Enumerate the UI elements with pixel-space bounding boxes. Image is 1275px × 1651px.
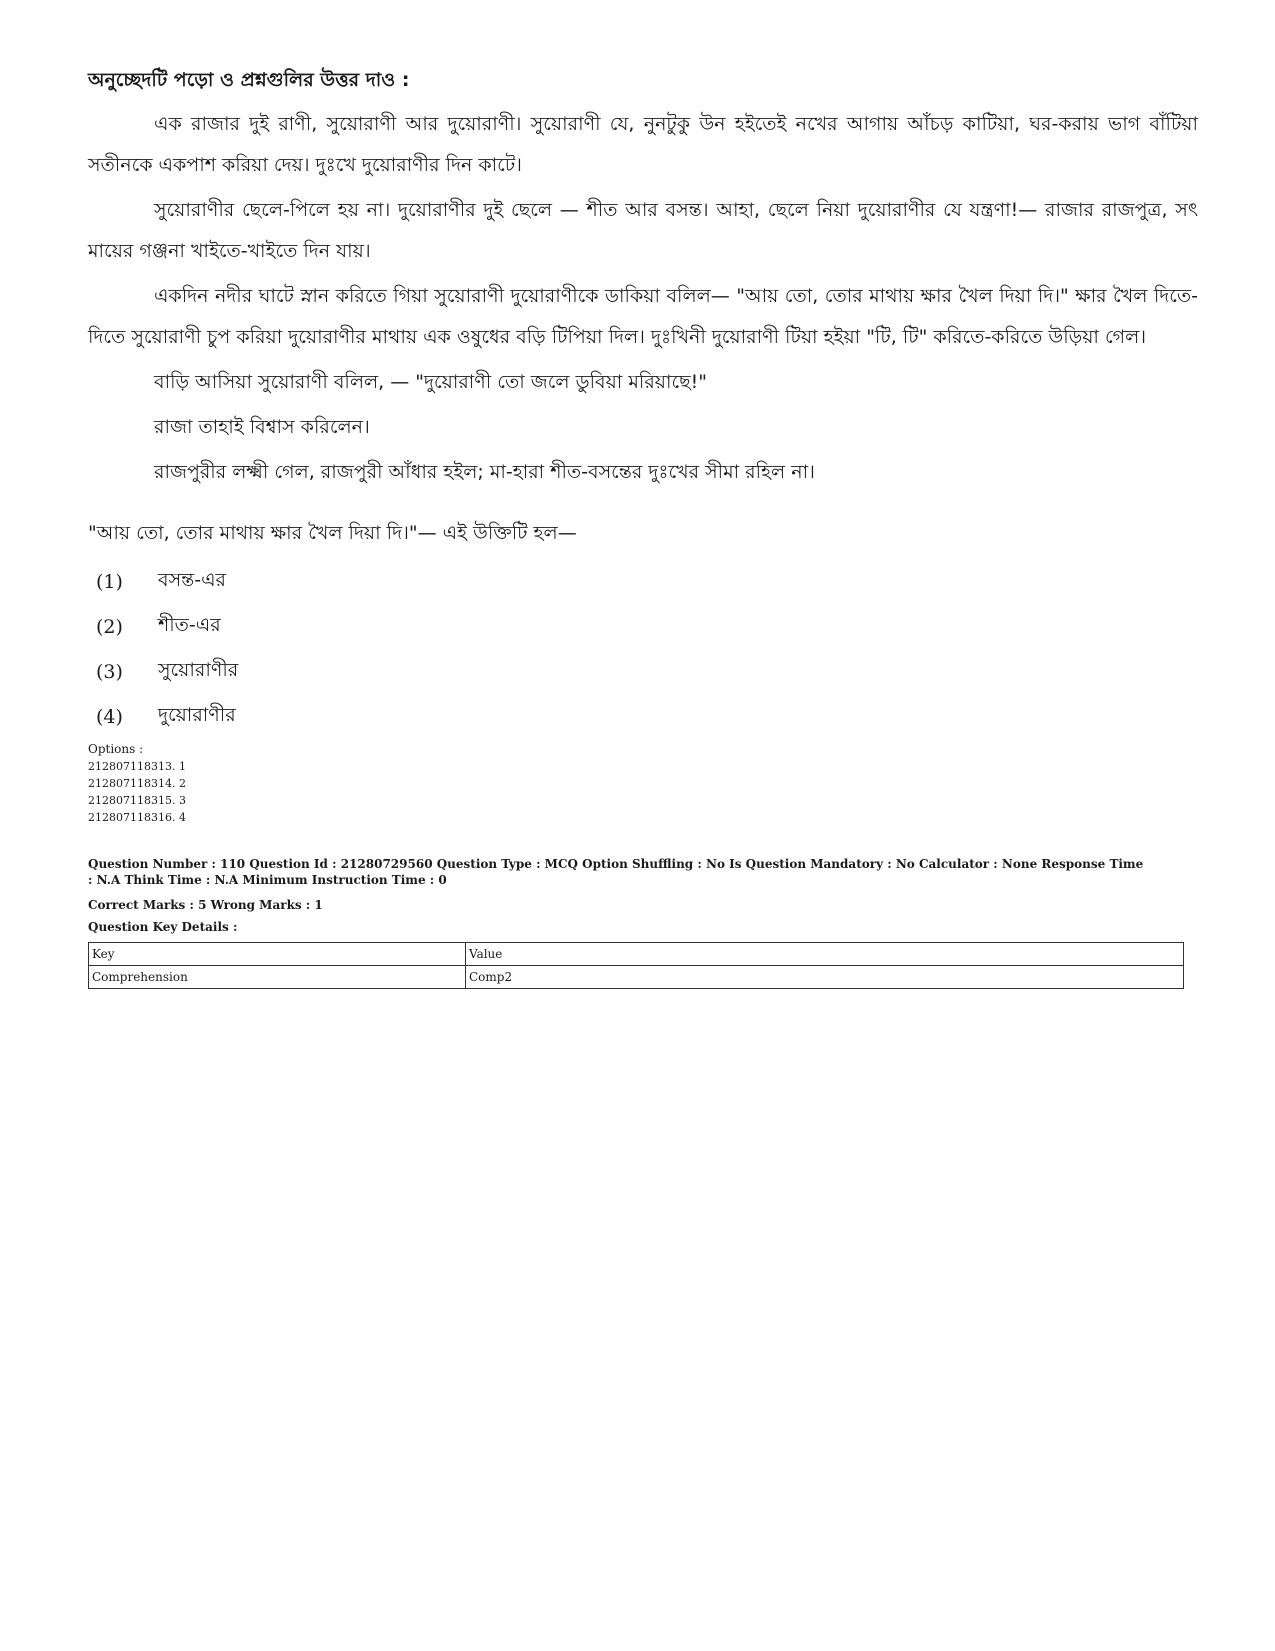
option-item[interactable] <box>88 694 1198 739</box>
passage-paragraph: রাজপুরীর লক্ষ্মী গেল, রাজপুরী আঁধার হইল; মা-হারা শীত-বসন্তের দুঃখের সীমা রহিল না। <box>154 461 815 483</box>
marks-info: Correct Marks : 5 Wrong Marks : 1 <box>88 898 323 912</box>
option-id-list <box>88 758 1198 826</box>
table-row <box>89 966 1184 989</box>
table-cell-value: Comp2 <box>466 966 1184 989</box>
passage-paragraph: একদিন নদীর ঘাটে স্নান করিতে গিয়া সুয়োরাণী দুয়োরাণীকে ডাকিয়া বলিল— "আয় তো, তোর মাথায় ক্ষার খৈল দিয়া দি।" ক্ষার খৈল দিতে-দিতে সুয়োরাণী চুপ করিয়া দুয়োরাণীর মাথায় এক ওষুধের বড়ি টিপিয়া দিল। দুঃখিনী দুয়োরাণী টিয়া হইয়া "টি, টি" করিতে-করিতে উড়িয়া গেল। <box>88 285 1198 348</box>
column-header-key: Key <box>89 943 466 966</box>
passage <box>88 104 1198 493</box>
passage-paragraph: বাড়ি আসিয়া সুয়োরাণী বলিল, — "দুয়োরাণী তো জলে ডুবিয়া মরিয়াছে!" <box>154 371 707 393</box>
option-list <box>88 559 1198 739</box>
option-number: (2) <box>96 615 123 638</box>
option-number: (1) <box>96 570 123 593</box>
passage-paragraph: রাজা তাহাই বিশ্বাস করিলেন। <box>154 416 370 438</box>
option-id: 212807118314. 2 <box>88 777 186 790</box>
question-metadata: Question Number : 110 Question Id : 21280729560 Question Type : MCQ Option Shuffling : No Is Question Mandatory : No Calculator : None Response Time : N.A Think Time : N.A Minimum Instruction Time : 0 <box>88 857 1144 887</box>
option-item[interactable] <box>88 559 1198 604</box>
option-text: বসন্ত-এর <box>158 568 226 591</box>
option-text: দুয়োরাণীর <box>158 703 236 726</box>
option-text: সুয়োরাণীর <box>158 658 239 681</box>
table-header-row <box>89 943 1184 966</box>
question-text: "আয় তো, তোর মাথায় ক্ষার খৈল দিয়া দি।"— এই উক্তিটি হল— <box>88 522 577 544</box>
question-page <box>88 66 1198 989</box>
passage-paragraph: সুয়োরাণীর ছেলে-পিলে হয় না। দুয়োরাণীর দুই ছেলে — শীত আর বসন্ত। আহা, ছেলে নিয়া দুয়োরাণীর যে যন্ত্রণা!— রাজার রাজপুত্র, সৎ মায়ের গঞ্জনা খাইতে-খাইতে দিন যায়। <box>88 199 1198 262</box>
option-id: 212807118315. 3 <box>88 794 186 807</box>
key-details-label: Question Key Details : <box>88 920 238 934</box>
table-cell-key: Comprehension <box>89 966 466 989</box>
instruction-heading: অনুচ্ছেদটি পড়ো ও প্রশ্নগুলির উত্তর দাও : <box>88 69 410 91</box>
options-label: Options : <box>88 742 144 756</box>
option-number: (4) <box>96 705 123 728</box>
option-id: 212807118313. 1 <box>88 760 186 773</box>
option-text: শীত-এর <box>158 613 221 636</box>
option-item[interactable] <box>88 649 1198 694</box>
option-id: 212807118316. 4 <box>88 811 186 824</box>
option-item[interactable] <box>88 604 1198 649</box>
option-number: (3) <box>96 660 123 683</box>
passage-paragraph: এক রাজার দুই রাণী, সুয়োরাণী আর দুয়োরাণী। সুয়োরাণী যে, নুনটুকু উন হইতেই নখের আগায় আঁচড় কাটিয়া, ঘর-করায় ভাগ বাঁটিয়া সতীনকে একপাশ করিয়া দেয়। দুঃখে দুয়োরাণীর দিন কাটে। <box>88 113 1198 176</box>
column-header-value: Value <box>466 943 1184 966</box>
key-details-table <box>88 942 1184 989</box>
